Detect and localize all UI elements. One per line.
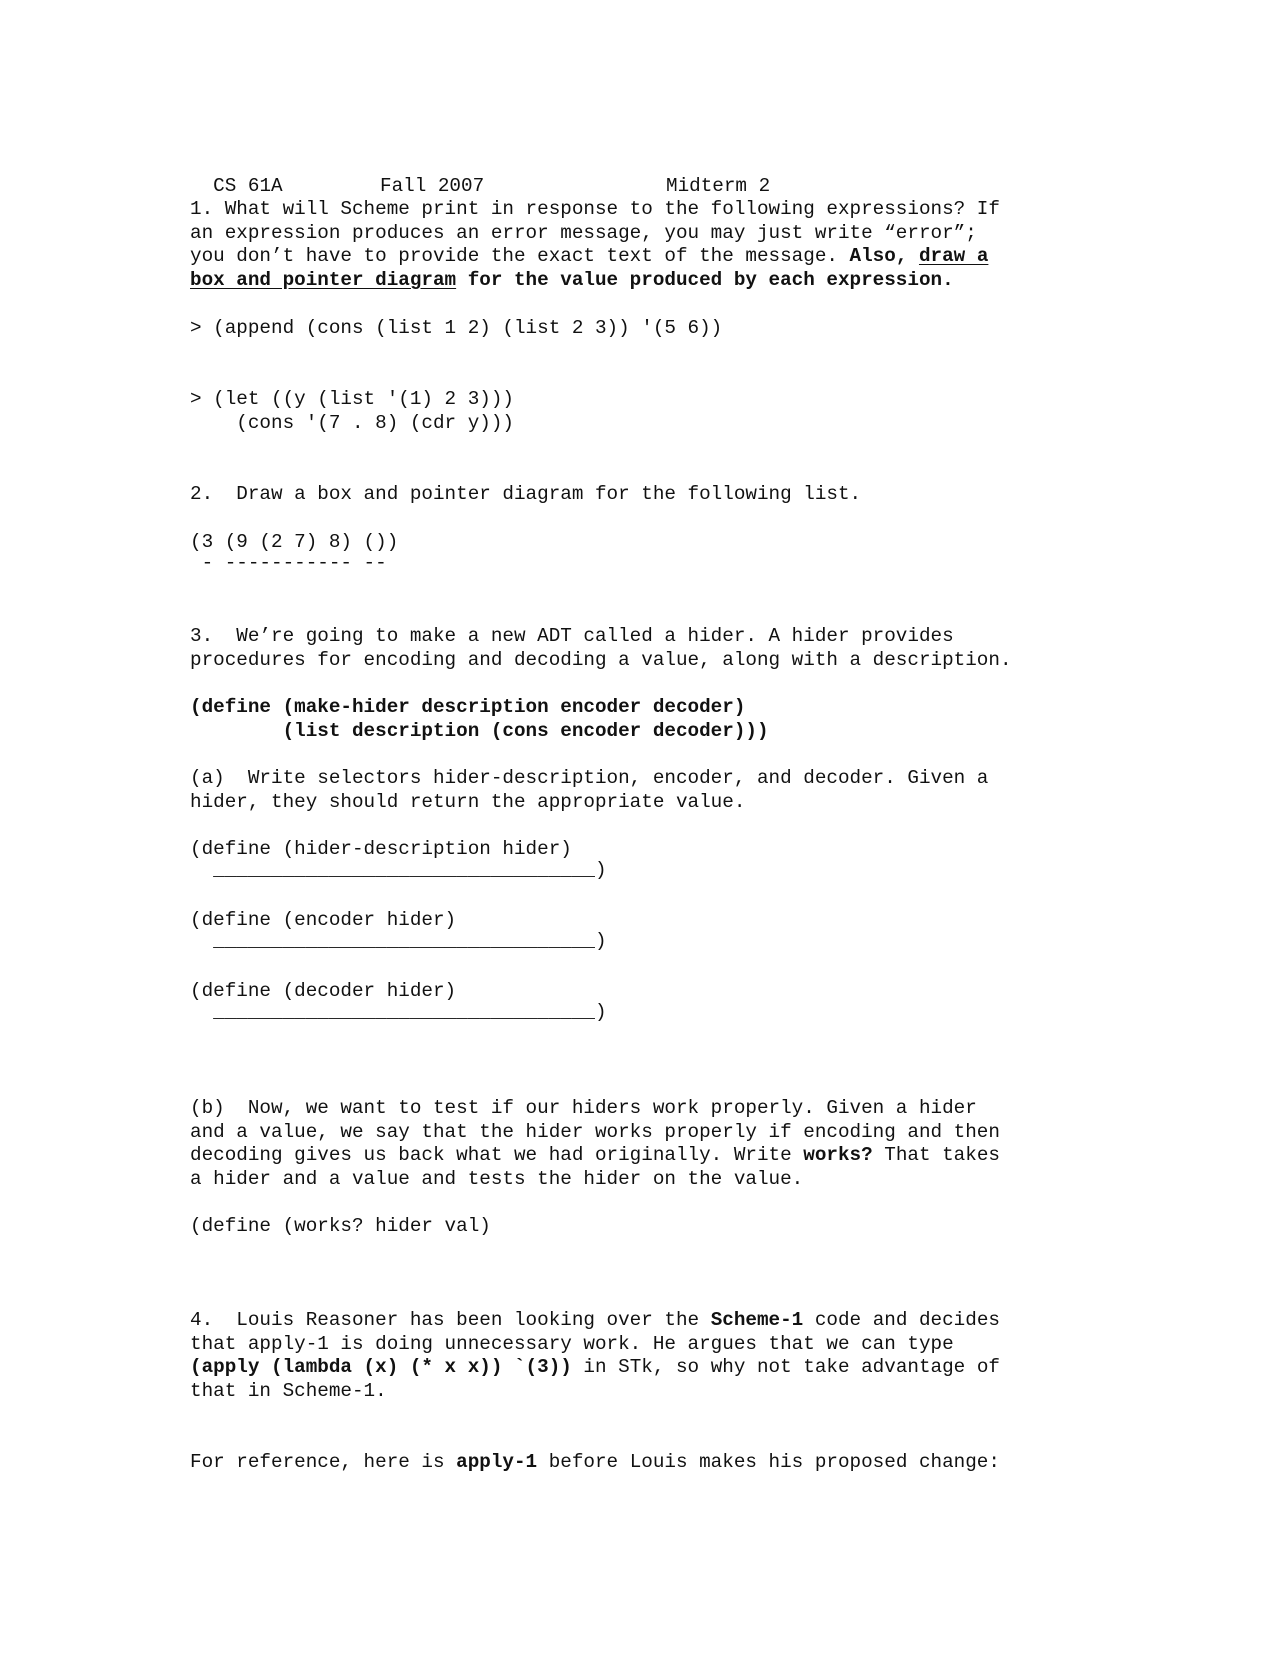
answer-blank[interactable]: _________________________________) xyxy=(190,859,607,881)
q3a-define-encoder: (define (encoder hider) xyxy=(190,909,457,931)
q3b-define-works: (define (works? hider val) xyxy=(190,1215,491,1237)
exam-term: Fall 2007 xyxy=(380,175,485,197)
q2-underline-marks: - ----------- -- xyxy=(190,552,387,574)
q1-text-line: 1. What will Scheme print in response to the following expressions? If xyxy=(190,198,1000,220)
q4-text-line: 4. Louis Reasoner has been looking over the Scheme-1 code and decides xyxy=(190,1309,1000,1331)
q4-text-line: that apply-1 is doing unnecessary work. He argues that we can type xyxy=(190,1333,954,1355)
q1-expression-1: > (append (cons (list 1 2) (list 2 3)) '(5 6)) xyxy=(190,317,723,339)
q3b-text-line: (b) Now, we want to test if our hiders work properly. Given a hider xyxy=(190,1097,977,1119)
q3a-text-line: (a) Write selectors hider-description, encoder, and decoder. Given a xyxy=(190,767,989,789)
q4-text-line: that in Scheme-1. xyxy=(190,1380,387,1402)
q3-text-line: procedures for encoding and decoding a value, along with a description. xyxy=(190,649,1012,671)
exam-title: Midterm 2 xyxy=(666,175,771,197)
answer-blank[interactable]: _________________________________) xyxy=(190,930,607,952)
q2-prompt: 2. Draw a box and pointer diagram for the following list. xyxy=(190,483,862,505)
q3-text-line: 3. We’re going to make a new ADT called a hider. A hider provides xyxy=(190,625,954,647)
q2-list: (3 (9 (2 7) 8) ()) xyxy=(190,531,399,553)
q1-text-line: an expression produces an error message, you may just write “error”; xyxy=(190,222,977,244)
q3a-text-line: hider, they should return the appropriate value. xyxy=(190,791,746,813)
answer-blank[interactable]: _________________________________) xyxy=(190,1001,607,1023)
q1-expression-2: > (let ((y (list '(1) 2 3))) xyxy=(190,388,514,410)
q3-code-line: (define (make-hider description encoder decoder) xyxy=(190,696,746,718)
q1-text-line: box and pointer diagram for the value produced by each expression. xyxy=(190,269,954,291)
q3b-text-line: and a value, we say that the hider works properly if encoding and then xyxy=(190,1121,1000,1143)
q1-text-line: you don’t have to provide the exact text of the message. Also, draw a xyxy=(190,245,989,267)
q4-reference-line: For reference, here is apply-1 before Louis makes his proposed change: xyxy=(190,1451,1000,1473)
q3b-text-line: decoding gives us back what we had originally. Write works? That takes xyxy=(190,1144,1000,1166)
q4-text-line: (apply (lambda (x) (* x x)) `(3)) in STk, so why not take advantage of xyxy=(190,1356,1000,1378)
q1-expression-2-cont: (cons '(7 . 8) (cdr y))) xyxy=(190,412,514,434)
exam-header xyxy=(190,150,771,198)
q3a-define-decoder: (define (decoder hider) xyxy=(190,980,457,1002)
q3b-text-line: a hider and a value and tests the hider on the value. xyxy=(190,1168,804,1190)
course-code: CS 61A xyxy=(213,175,283,197)
q3a-define-hider-description: (define (hider-description hider) xyxy=(190,838,572,860)
q3-code-line: (list description (cons encoder decoder))) xyxy=(190,720,769,742)
